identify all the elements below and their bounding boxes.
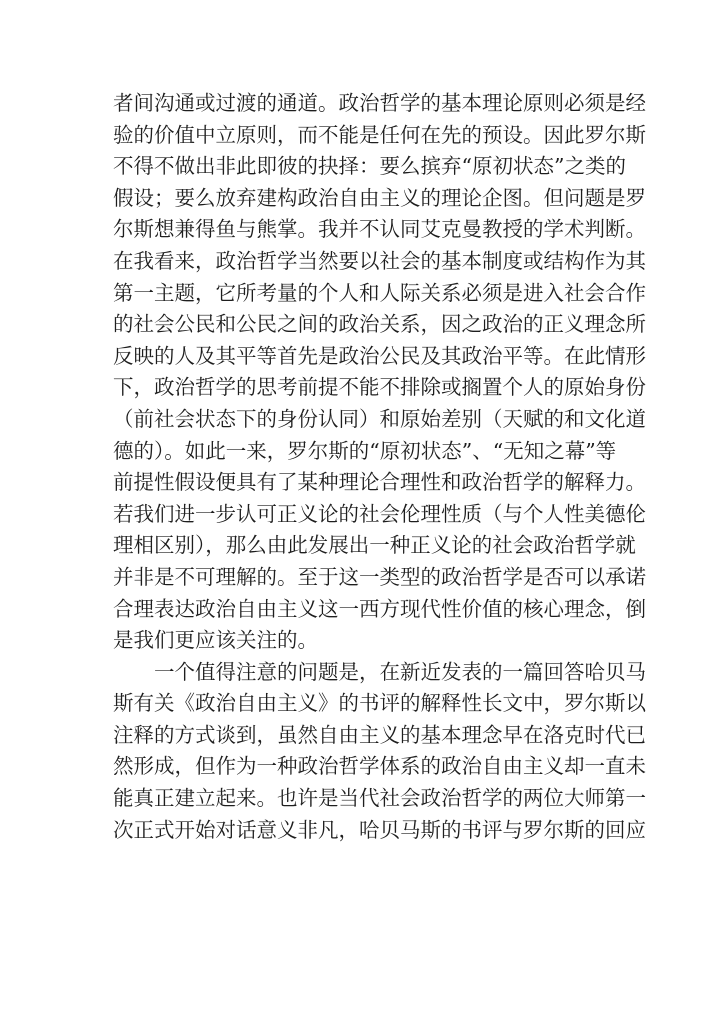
text-line: 注释的方式谈到，虽然自由主义的基本理念早在洛克时代已 [113, 722, 646, 747]
paragraph-2 [113, 657, 646, 847]
text-line: 下，政治哲学的思考前提不能不排除或搁置个人的原始身份 [113, 375, 646, 400]
text-line: 第一主题，它所考量的个人和人际关系必须是进入社会合作 [113, 280, 646, 305]
text-line: 德的）。如此一来，罗尔斯的“原初状态”、“无知之幕”等 [113, 438, 617, 463]
text-line: 合理表达政治自由主义这一西方现代性价值的核心理念，倒 [113, 596, 646, 621]
text-line: 假设；要么放弃建构政治自由主义的理论企图。但问题是罗 [113, 185, 646, 210]
text-line: （前社会状态下的身份认同）和原始差别（天赋的和文化道 [113, 406, 646, 431]
text-line: 反映的人及其平等首先是政治公民及其政治平等。在此情形 [113, 343, 646, 368]
paragraph-1 [113, 88, 646, 657]
text-line: 验的价值中立原则，而不能是任何在先的预设。因此罗尔斯 [113, 122, 646, 147]
text-line: 斯有关《政治自由主义》的书评的解释性长文中，罗尔斯以 [113, 691, 646, 716]
text-line: 尔斯想兼得鱼与熊掌。我并不认同艾克曼教授的学术判断。 [113, 217, 646, 242]
text-line: 在我看来，政治哲学当然要以社会的基本制度或结构作为其 [113, 248, 646, 273]
text-line: 理相区别），那么由此发展出一种正义论的社会政治哲学就 [113, 533, 636, 558]
text-line: 次正式开始对话意义非凡，哈贝马斯的书评与罗尔斯的回应 [113, 817, 646, 842]
text-line: 者间沟通或过渡的通道。政治哲学的基本理论原则必须是经 [113, 91, 646, 115]
text-line: 一个值得注意的问题是，在新近发表的一篇回答哈贝马 [154, 659, 646, 684]
text-line: 是我们更应该关注的。 [113, 628, 318, 653]
text-line: 的社会公民和公民之间的政治关系，因之政治的正义理念所 [113, 312, 646, 337]
body-text [113, 88, 646, 846]
text-line: 前提性假设便具有了某种理论合理性和政治哲学的解释力。 [113, 470, 646, 495]
text-line: 能真正建立起来。也许是当代社会政治哲学的两位大师第一 [113, 786, 646, 811]
text-line: 并非是不可理解的。至于这一类型的政治哲学是否可以承诺 [113, 564, 646, 589]
text-line: 然形成，但作为一种政治哲学体系的政治自由主义却一直未 [113, 754, 646, 779]
text-line: 不得不做出非此即彼的抉择：要么摈弃“原初状态”之类的 [113, 154, 626, 179]
text-line: 若我们进一步认可正义论的社会伦理性质（与个人性美德伦 [113, 501, 646, 526]
